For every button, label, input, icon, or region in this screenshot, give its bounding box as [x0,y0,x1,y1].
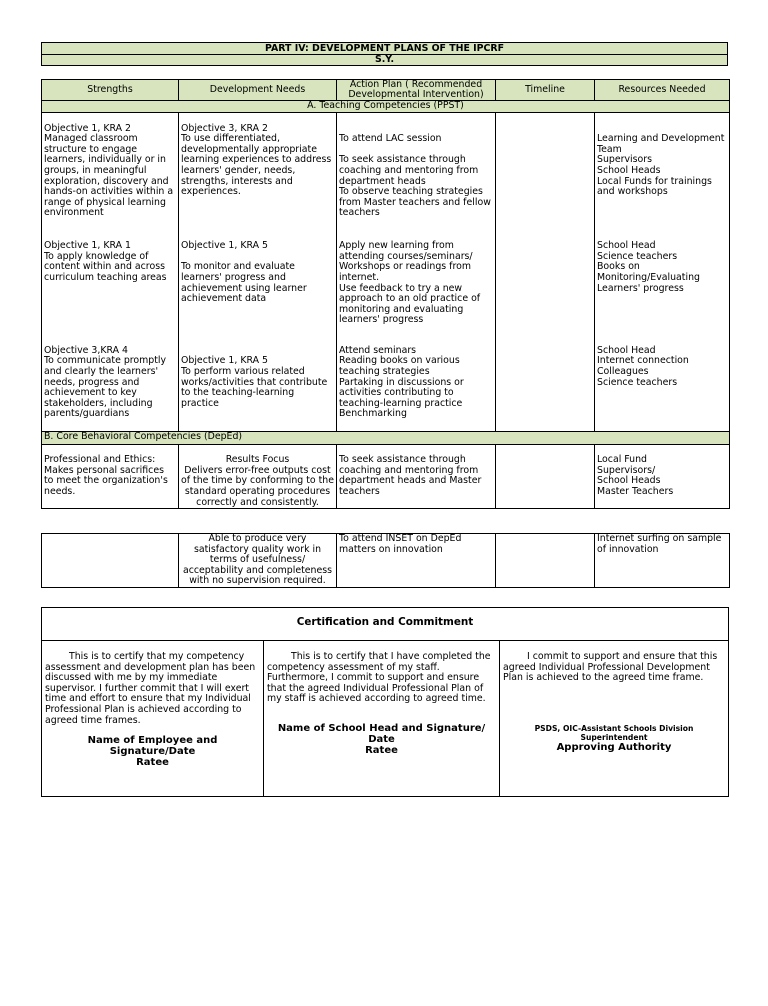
continued-table [41,533,730,588]
table-row [42,444,730,509]
row-cells-resources [595,113,730,432]
certification-box [41,607,729,797]
table-header-row [42,80,730,101]
approver-commitment [500,640,728,797]
resources-cell: Learning and Development Team Supervisors School Heads Local Funds for trainings and workshops [597,133,725,198]
action-cell: To seek assistance through coaching and mentoring from department heads and Master teachers [337,444,496,509]
need-cell: Objective 1, KRA 5 To monitor and evaluate learners' progress and achievement using learner achievement data [181,240,307,305]
school-head-role-label: Ratee [365,744,398,756]
header-development-needs: Development Needs [179,80,337,101]
section-a-row [42,101,730,113]
approver-role-label: Approving Authority [556,741,672,753]
header-action-plan: Action Plan ( Recommended Developmental Intervention) [337,80,496,101]
resources-cell: School Head Science teachers Books on Monitoring/Evaluating Learners' progress [597,240,700,294]
employee-signature-label: Name of Employee and Signature/Date [87,735,218,758]
header-timeline: Timeline [496,80,595,101]
row-cells-actions [337,113,496,432]
school-head-certification [264,640,500,797]
certification-title: Certification and Commitment [42,608,728,641]
resources-cell: Local Fund Supervisors/ School Heads Master Teachers [595,444,730,509]
school-head-certification-text: This is to certify that I have completed the competency assessment of my staff. Furthermore, I commit to support and ensure that the agreed Individual Professional Plan of my staff is achieved according to agreed time. [267,651,491,705]
header-resources-needed: Resources Needed [595,80,730,101]
approver-title-label: PSDS, OIC-Assistant Schools Division Superintendent [534,723,694,742]
strength-cell: Objective 1, KRA 2 Managed classroom structure to engage learners, individually or in groups, in meaningful exploration, discovery and hands-on activities within a range of physical learning environment [44,122,174,219]
row-cells-strengths [42,113,179,432]
action-cell: Attend seminars Reading books on various teaching strategies Partaking in discussions or activities contributing to teaching-learning practice Benchmarking [339,344,464,420]
school-year-label: S.Y. [374,54,395,65]
section-b-title: B. Core Behavioral Competencies (DepEd) [42,431,730,444]
table-row [42,113,730,432]
timeline-cell [496,444,595,509]
development-plan-table [41,79,730,509]
need-cell: Objective 3, KRA 2 To use differentiated, developmentally appropriate learning experiences to address learners' gender, needs, strengths, interests and experiences. [181,122,332,198]
document-title: PART IV: DEVELOPMENT PLANS OF THE IPCRF [265,43,504,54]
strength-cell: Professional and Ethics: Makes personal sacrifices to meet the organization's needs. [42,444,179,509]
strength-cell: Objective 1, KRA 1 To apply knowledge of content within and across curriculum teaching areas [44,240,167,283]
document-title-box [41,42,728,66]
employee-role-label: Ratee [136,757,169,769]
row-cells-timeline [496,113,595,432]
resources-cell: Internet surfing on sample of innovation [595,534,730,588]
row-cells-needs [179,113,337,432]
employee-certification-text: This is to certify that my competency assessment and development plan has been discussed with me by my immediate supervisor. I further commit that I will exert time and effort to ensure that my Individual Professional Plan is achieved according to agreed time frames. [45,651,256,726]
header-strengths: Strengths [42,80,179,101]
strength-cell [42,534,179,588]
action-cell: To attend INSET on DepEd matters on innovation [337,534,496,588]
timeline-cell [496,534,595,588]
resources-cell: School Head Internet connection Colleagues Science teachers [597,344,689,388]
section-a-title: A. Teaching Competencies (PPST) [42,101,730,113]
school-head-signature-label: Name of School Head and Signature/ Date [277,722,486,745]
need-cell: Able to produce very satisfactory quality work in terms of usefulness/ acceptability and completeness with no supervision required. [179,534,337,588]
approver-commitment-text: I commit to support and ensure that this agreed Individual Professional Development Plan is achieved to the agreed time frame. [503,651,718,684]
action-cell: To attend LAC session To seek assistance through coaching and mentoring from department heads To observe teaching strategies from Master teachers and fellow teachers [339,133,491,219]
strength-cell: Objective 3,KRA 4 To communicate promptly and clearly the learners' needs, progress and achievement to key stakeholders, including parents/guardians [44,344,167,420]
need-cell: Results Focus Delivers error-free outputs cost of the time by conforming to the standard operating procedures correctly and consistently. [179,444,337,509]
need-cell: Objective 1, KRA 5 To perform various related works/activities that contribute to the teaching-learning practice [181,355,328,409]
section-b-row [42,431,730,444]
table-row [42,534,730,588]
employee-certification [42,640,264,797]
action-cell: Apply new learning from attending courses/seminars/ Workshops or readings from internet. Use feedback to try a new approach to an old practice of monitoring and evaluating learners' progress [339,240,481,326]
